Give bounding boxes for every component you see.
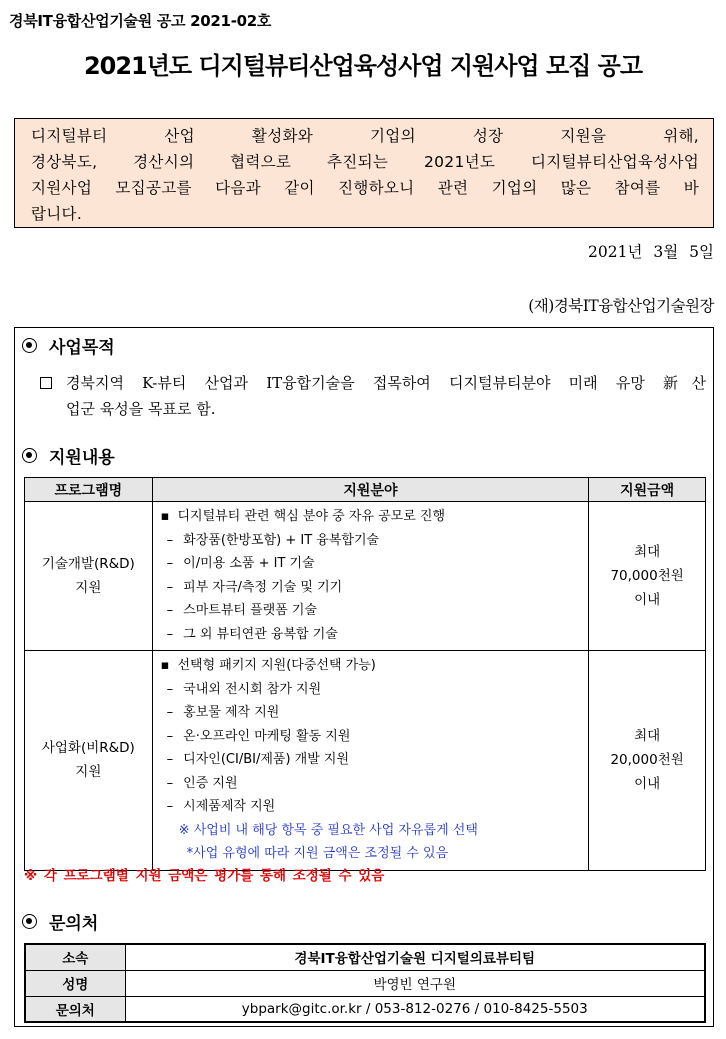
circle-bullet-icon: [22, 914, 37, 929]
table-row: [25, 944, 705, 970]
table-row: [25, 651, 706, 871]
field-note: ※ 사업비 내 해당 항목 중 필요한 사업 자유롭게 선택: [178, 822, 478, 838]
list-item: – 그 외 뷰티연관 융복합 기술: [161, 623, 589, 647]
checkbox-icon: [40, 377, 52, 389]
contact-details: ybpark@gitc.or.kr / 053-812-0276 / 010-8425-5503: [125, 996, 705, 1022]
table-row: [25, 502, 706, 651]
list-item: – 국내외 전시회 참가 지원: [161, 678, 589, 702]
support-field: [152, 502, 589, 651]
column-header: 프로그램명: [25, 478, 153, 502]
circle-bullet-icon: [22, 448, 37, 463]
column-header: 지원금액: [589, 478, 706, 502]
section-purpose-heading: [22, 333, 115, 358]
purpose-line-2: 업군 육성을 목표로 함.: [66, 400, 216, 418]
notice-number: 경북IT융합산업기술원 공고 2021-02호: [9, 12, 272, 30]
section-support-title: 지원내용: [49, 448, 115, 468]
amount-warning: ※ 각 프로그램별 지원 금액은 평가를 통해 조정될 수 있음: [24, 868, 385, 884]
contact-label: 문의처: [25, 996, 125, 1022]
list-item: – 피부 자극/측정 기술 및 기기: [161, 576, 589, 600]
purpose-text: [40, 370, 706, 422]
circle-bullet-icon: [22, 338, 37, 353]
issuer: (재)경북IT융합산업기술원장: [528, 297, 714, 315]
column-header: 지원분야: [152, 478, 589, 502]
list-item: – 인증 지원: [161, 772, 589, 796]
contact-label: 소속: [25, 944, 125, 970]
support-amount: 최대 70,000천원 이내: [589, 502, 706, 651]
support-amount: 최대 20,000천원 이내: [589, 651, 706, 871]
contact-person: 박영빈 연구원: [125, 970, 705, 996]
section-contact-heading: [22, 909, 98, 934]
intro-line: 경상북도, 경산시의 협력으로 추진되는 2021년도 디지털뷰티산업육성사업: [31, 153, 699, 171]
contact-organization: 경북IT융합산업기술원 디지털의료뷰티팀: [125, 944, 705, 970]
section-purpose-title: 사업목적: [49, 338, 115, 358]
intro-line: 디지털뷰티 산업 활성화와 기업의 성장 지원을 위해,: [31, 127, 699, 145]
list-item: – 시제품제작 지원: [161, 795, 589, 819]
intro-line: 지원사업 모집공고를 다음과 같이 진행하오니 관련 기업의 많은 참여를 바: [31, 179, 699, 197]
table-header-row: [25, 478, 706, 502]
list-item: – 이/미용 소품 + IT 기술: [161, 552, 589, 576]
list-item: – 온·오프라인 마케팅 활동 지원: [161, 725, 589, 749]
support-table: [24, 477, 706, 871]
list-item: – 디자인(CI/BI/제품) 개발 지원: [161, 748, 589, 772]
contact-label: 성명: [25, 970, 125, 996]
list-item: – 홍보물 제작 지원: [161, 701, 589, 725]
table-row: [25, 996, 705, 1022]
section-support-heading: [22, 443, 115, 468]
field-heading: ▪ 선택형 패키지 지원(다중선택 가능): [161, 654, 589, 678]
purpose-line-1: 경북지역 K-뷰티 산업과 IT융합기술을 접목하여 디지털뷰티분야 미래 유망 新산: [66, 374, 706, 392]
page-title: 2021년도 디지털뷰티산업육성사업 지원사업 모집 공고: [83, 52, 643, 80]
section-contact-title: 문의처: [49, 914, 99, 934]
table-row: [25, 970, 705, 996]
support-field: [152, 651, 589, 871]
intro-box: [14, 118, 714, 228]
contact-table: [24, 943, 706, 1023]
announcement-date: 2021년 3월 5일: [588, 243, 714, 261]
program-name: 사업화(비R&D) 지원: [25, 651, 153, 871]
field-note: *사업 유형에 따라 지원 금액은 조정될 수 있음: [186, 846, 449, 861]
intro-line: 랍니다.: [31, 205, 83, 223]
list-item: – 화장품(한방포함) + IT 융복합기술: [161, 529, 589, 553]
program-name: 기술개발(R&D) 지원: [25, 502, 153, 651]
field-heading: ▪ 디지털뷰티 관련 핵심 분야 중 자유 공모로 진행: [161, 505, 589, 529]
list-item: – 스마트뷰티 플랫폼 기술: [161, 599, 589, 623]
